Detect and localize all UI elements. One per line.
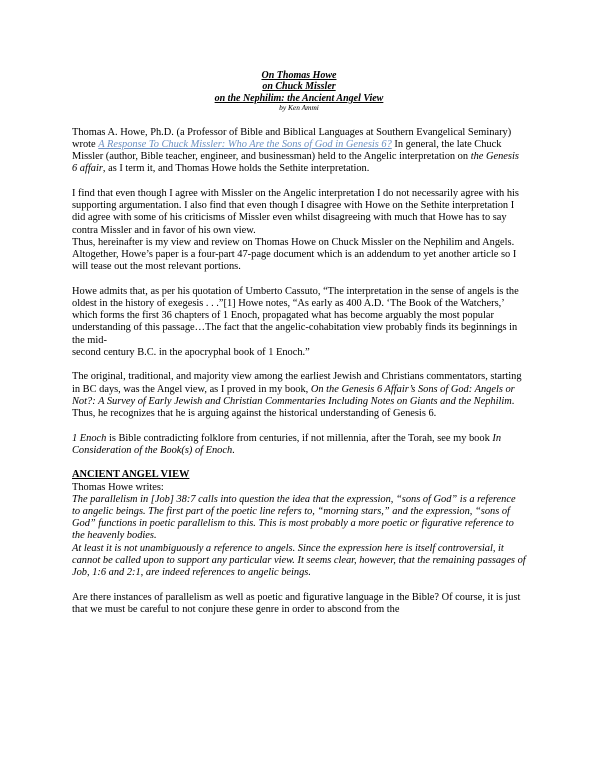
- quote-paragraph-2: At least it is not unambiguously a reference to angels. Since the expression here is itself controversial, it cannot be called upon to support any particular view. It seems clear, however, that the remaining passages of Job, 1:6 and 2:1, are indeed references to angelic beings.: [72, 542, 526, 579]
- paragraph-traditional-text-a: The original, traditional, and majority view among the earliest Jewish and Christians commentators, starting in BC days, was the Angel view, as I proved in my book,: [72, 371, 522, 395]
- title-line-2: on Chuck Missler: [262, 81, 336, 93]
- paragraph-intro-text-a: Thomas A. Howe, Ph.D. (a Professor of Bible and Biblical Languages at Southern Evangelical Seminary) wrote: [72, 126, 512, 151]
- paragraph-traditional-text-d: Thus, he recognizes that he is arguing against the historical understanding of Genesis 6.: [72, 408, 437, 420]
- paragraph-intro: [72, 127, 526, 176]
- document-body: [72, 70, 526, 616]
- paragraph-view-text-b: Thus, hereinafter is my view and review on Thomas Howe on Chuck Missler on the Nephilim and Angels. Altogether, Howe’s paper is a four-part 47-page document which is an addendum to yet another article so I will tease out the most relevant portions.: [72, 236, 517, 273]
- paragraph-cassuto-text: Howe admits that, as per his quotation of Umberto Cassuto, “The interpretation in the sense of angels is the oldest in the history of exegesis . . .”[1] Howe notes, “As early as 400 A.D. ‘The Book of the Watchers,’ which forms the first 36 chapters of 1 Enoch, propagated what has become arguably the most popular understanding of this passage…The fact that the angelic-cohabitation view probably finds its beginnings in the mid-: [72, 285, 519, 346]
- paragraph-enoch-text-d: .: [232, 444, 235, 456]
- paragraph-parallelism: Are there instances of parallelism as well as poetic and figurative language in the Bible? Of course, it is just that we must be careful to not conjure these genre in order to abscond from the: [72, 591, 521, 615]
- section-heading: ANCIENT ANGEL VIEW: [72, 469, 190, 481]
- book-title-enoch: In Consideration of the Book(s) of Enoch: [72, 432, 502, 456]
- paragraph-view: [72, 188, 526, 273]
- title-line-3: on the Nephilim: the Ancient Angel View: [214, 92, 384, 104]
- article-link[interactable]: A Response To Chuck Missler: Who Are the Sons of God in Genesis 6?: [98, 139, 392, 151]
- paragraph-enoch-text-b: is Bible contradicting folklore from centuries, if not millennia, after the Torah, see my book: [106, 432, 493, 444]
- paragraph-cassuto: [72, 286, 526, 359]
- section-intro: Thomas Howe writes:: [72, 481, 164, 493]
- byline: by Ken Ammi: [279, 103, 319, 113]
- title-block: [72, 70, 526, 113]
- paragraph-traditional-text-c: .: [511, 395, 515, 407]
- paragraph-intro-text-b: In general, the late Chuck Missler (author, Bible teacher, engineer, and businessman) held to the Angelic interpretation on: [72, 139, 502, 163]
- paragraph-enoch: [72, 433, 526, 457]
- paragraph-traditional: [72, 371, 526, 420]
- book-title-genesis: On the Genesis 6 Affair’s Sons of God: Angels or Not?: A Survey of Early Jewish and Christian Commentaries Including Notes on Giants and the Nephilim: [72, 383, 515, 407]
- paragraph-intro-term: the Genesis 6 affair: [72, 151, 519, 175]
- title-line-1: On Thomas Howe: [261, 70, 337, 81]
- paragraph-intro-text-d: , as I term it, and Thomas Howe holds the Sethite interpretation.: [102, 163, 370, 175]
- paragraph-cassuto-cont: second century B.C. in the apocryphal book of 1 Enoch.”: [72, 346, 310, 358]
- paragraph-view-text-a: I find that even though I agree with Missler on the Angelic interpretation I do not necessarily agree with his supporting argumentation. I also find that even though I disagree with Howe on the Sethite interpretation I did agree with some of his criticisms of Missler even whilst disagreeing with much that Howe has to say contra Missler and in favor of his own view.: [72, 188, 519, 236]
- enoch-term: 1 Enoch: [72, 432, 107, 444]
- quote-paragraph-1: The parallelism in [Job] 38:7 calls into question the idea that the expression, “sons of God” is a reference to angelic beings. The first part of the poetic line refers to, “morning stars,” and the expression, “sons of God” functions in poetic parallelism to this. This is most probably a more poetic or figurative reference to the heavenly bodies.: [72, 493, 516, 542]
